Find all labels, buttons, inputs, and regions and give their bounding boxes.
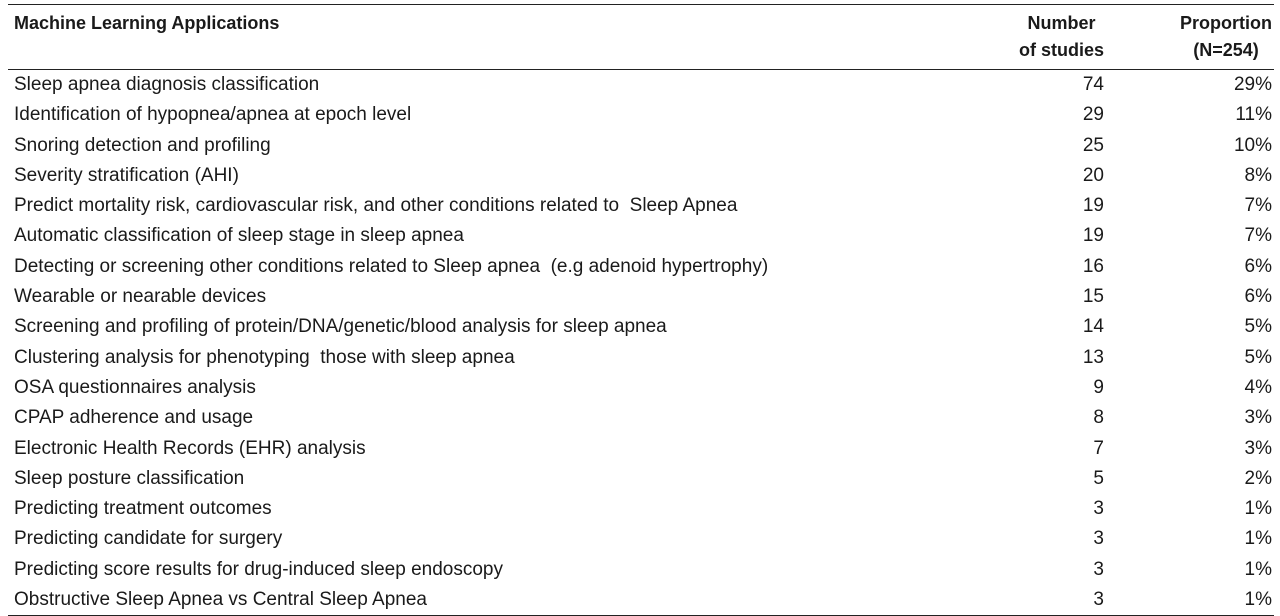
proportion-cell: 3% [1244, 437, 1272, 459]
table-row [8, 70, 1274, 100]
table-row [8, 343, 1274, 373]
header-proportion-line1: Proportion [1180, 13, 1272, 33]
proportion-cell: 6% [1244, 286, 1272, 308]
number-of-studies-cell: 20 [1082, 164, 1104, 186]
number-of-studies-cell: 16 [1082, 255, 1104, 277]
number-of-studies-cell: 29 [1082, 104, 1104, 126]
table-row [8, 494, 1274, 524]
proportion-cell: 7% [1244, 225, 1272, 247]
application-cell: Predicting treatment outcomes [14, 498, 272, 520]
proportion-cell: 1% [1244, 498, 1272, 520]
table-row [8, 221, 1274, 251]
header-applications-label: Machine Learning Applications [14, 13, 280, 33]
proportion-cell: 2% [1244, 467, 1272, 489]
table-row [8, 524, 1274, 554]
proportion-cell: 11% [1235, 104, 1272, 126]
number-of-studies-cell: 3 [1093, 589, 1104, 611]
proportion-cell: 6% [1244, 255, 1272, 277]
application-cell: Detecting or screening other conditions related to Sleep apnea (e.g adenoid hypertrophy) [14, 255, 769, 277]
application-cell: CPAP adherence and usage [14, 407, 254, 429]
table-row [8, 252, 1274, 282]
proportion-cell: 4% [1244, 376, 1272, 398]
number-of-studies-cell: 3 [1093, 528, 1104, 550]
proportion-cell: 1% [1244, 528, 1272, 550]
application-cell: Electronic Health Records (EHR) analysis [14, 437, 366, 459]
table-row [8, 282, 1274, 312]
number-of-studies-cell: 19 [1082, 195, 1104, 217]
header-proportion [1108, 5, 1274, 69]
number-of-studies-cell: 5 [1093, 467, 1104, 489]
number-of-studies-cell: 19 [1082, 225, 1104, 247]
proportion-cell: 7% [1244, 195, 1272, 217]
number-of-studies-cell: 9 [1093, 376, 1104, 398]
applications-table [8, 0, 1274, 616]
application-cell: Screening and profiling of protein/DNA/genetic/blood analysis for sleep apnea [14, 316, 667, 338]
number-of-studies-cell: 14 [1082, 316, 1104, 338]
header-applications [8, 5, 993, 69]
proportion-cell: 10% [1233, 134, 1272, 156]
table-row [8, 403, 1274, 433]
application-cell: Severity stratification (AHI) [14, 164, 239, 186]
application-cell: Predicting candidate for surgery [14, 528, 283, 550]
application-cell: Predict mortality risk, cardiovascular risk, and other conditions related to Sleep Apnea [14, 195, 738, 217]
number-of-studies-cell: 74 [1082, 74, 1104, 95]
header-number-line1: Number [1027, 13, 1096, 33]
application-cell: Identification of hypopnea/apnea at epoch level [14, 104, 412, 126]
proportion-cell: 1% [1244, 589, 1272, 611]
application-cell: Predicting score results for drug-induced sleep endoscopy [14, 558, 503, 580]
table-row [8, 161, 1274, 191]
application-cell: Sleep posture classification [14, 467, 245, 489]
number-of-studies-cell: 3 [1093, 558, 1104, 580]
proportion-cell: 5% [1244, 346, 1272, 368]
application-cell: OSA questionnaires analysis [14, 376, 256, 398]
table-row [8, 373, 1274, 403]
number-of-studies-cell: 8 [1093, 407, 1104, 429]
number-of-studies-cell: 15 [1082, 286, 1104, 308]
table-row [8, 555, 1274, 585]
application-cell: Automatic classification of sleep stage in sleep apnea [14, 225, 464, 247]
proportion-cell: 5% [1244, 316, 1272, 338]
table-row [8, 131, 1274, 161]
table-header-row [8, 5, 1274, 70]
number-of-studies-cell: 25 [1082, 134, 1104, 156]
proportion-cell: 3% [1244, 407, 1272, 429]
application-cell: Clustering analysis for phenotyping those with sleep apnea [14, 346, 515, 368]
header-number-line2: of studies [1018, 40, 1104, 60]
table-row [8, 464, 1274, 494]
table-row [8, 100, 1274, 130]
proportion-cell: 1% [1244, 558, 1272, 580]
table-row [8, 312, 1274, 342]
table-row [8, 191, 1274, 221]
proportion-cell: 8% [1244, 164, 1272, 186]
application-cell: Wearable or nearable devices [14, 286, 267, 308]
proportion-cell: 29% [1233, 74, 1272, 95]
table-row [8, 585, 1274, 615]
number-of-studies-cell: 13 [1082, 346, 1104, 368]
table-body [8, 70, 1274, 615]
header-proportion-line2: (N=254) [1193, 40, 1259, 60]
number-of-studies-cell: 3 [1093, 498, 1104, 520]
application-cell: Sleep apnea diagnosis classification [14, 74, 320, 95]
number-of-studies-cell: 7 [1093, 437, 1104, 459]
table-row [8, 434, 1274, 464]
application-cell: Snoring detection and profiling [14, 134, 271, 156]
header-number-of-studies [993, 5, 1108, 69]
application-cell: Obstructive Sleep Apnea vs Central Sleep Apnea [14, 589, 427, 611]
